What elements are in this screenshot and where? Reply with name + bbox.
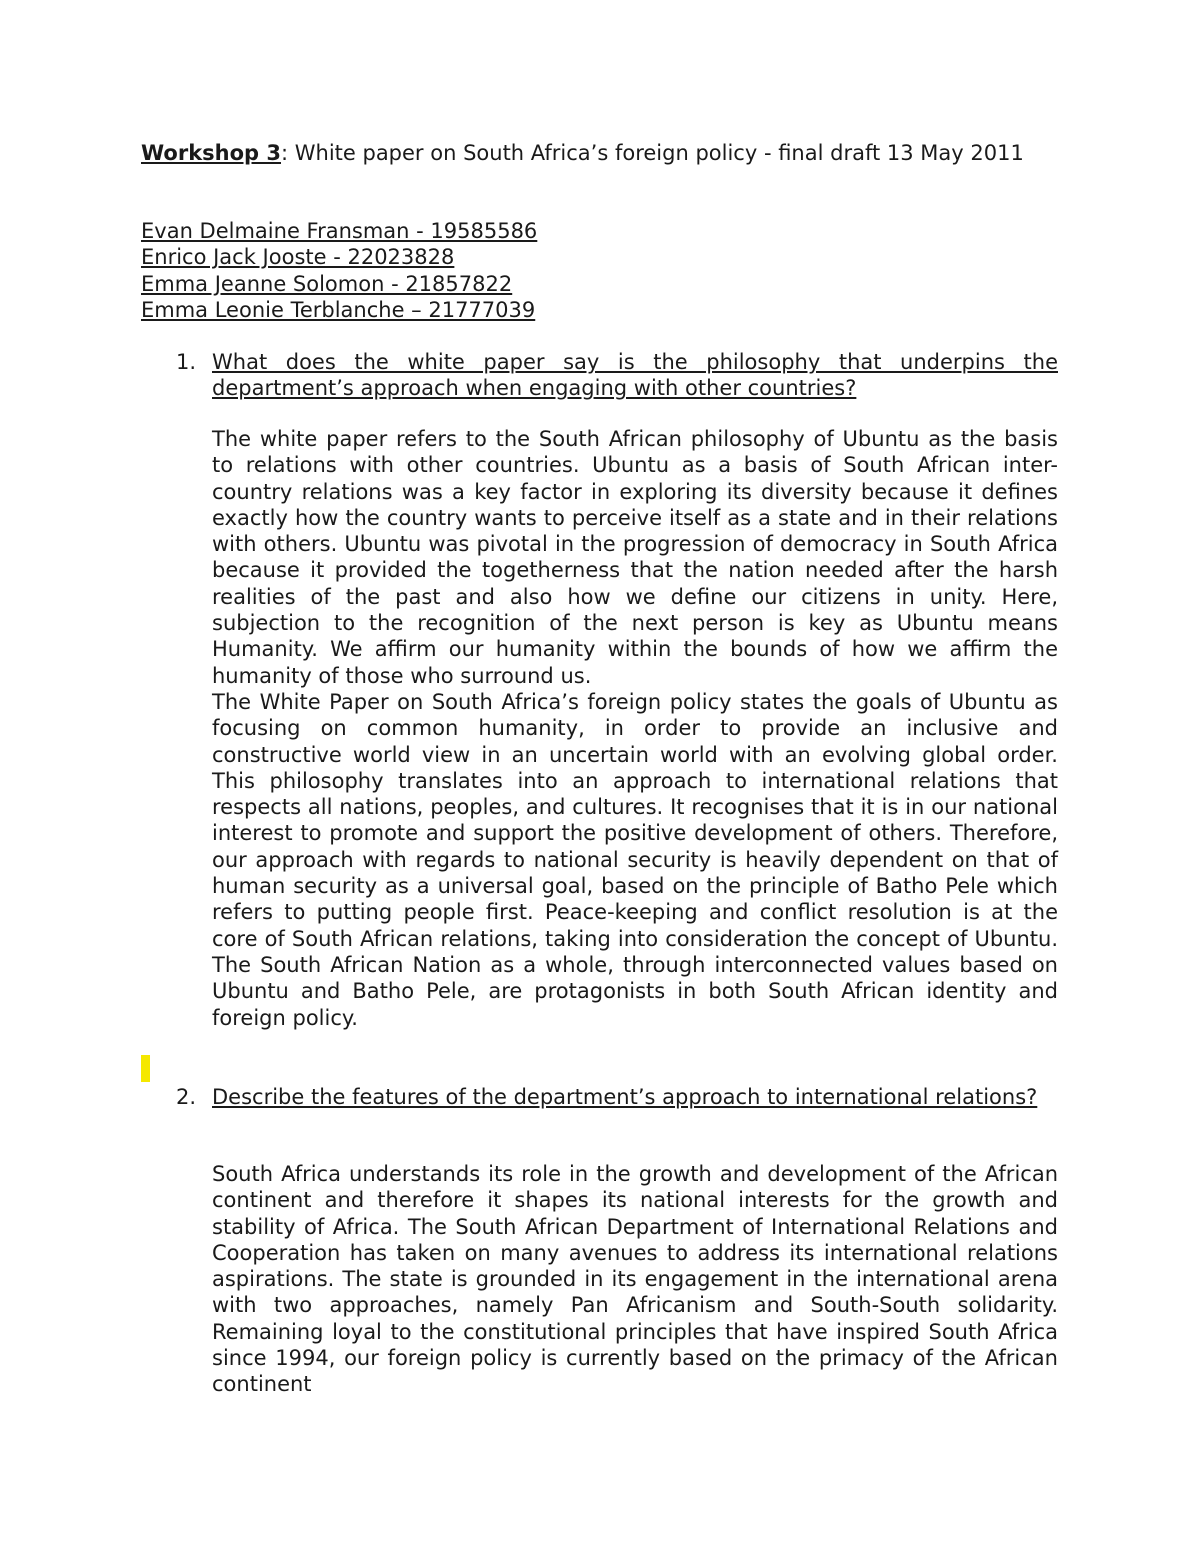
answer-2 xyxy=(212,1161,1058,1398)
highlight-marker xyxy=(141,1055,150,1082)
answer-1 xyxy=(212,426,1058,1031)
question-text: What does the white paper say is the philosophy that underpins the department’s approach when engaging with other countries? xyxy=(212,350,1058,401)
question-1 xyxy=(141,349,1058,402)
author-item: Emma Jeanne Solomon - 21857822 xyxy=(141,271,513,296)
author-item: Evan Delmaine Fransman - 19585586 xyxy=(141,219,538,243)
title-text: : White paper on South Africa’s foreign policy - final draft 13 May 2011 xyxy=(281,141,1024,165)
workshop-label: Workshop 3 xyxy=(141,141,281,165)
author-item: Enrico Jack Jooste - 22023828 xyxy=(141,245,455,270)
author-item: Emma Leonie Terblanche – 21777039 xyxy=(141,297,536,322)
author-list xyxy=(141,218,537,323)
question-text: Describe the features of the department’s approach to international relations? xyxy=(212,1085,1038,1109)
document-title xyxy=(141,140,1061,166)
question-2 xyxy=(141,1084,1058,1110)
question-number: 2. xyxy=(176,1085,197,1109)
question-number: 1. xyxy=(176,350,197,374)
answer-paragraph: The white paper refers to the South African philosophy of Ubuntu as the basis to relations with other countries. Ubuntu as a basis of South African inter-country relations was a key factor in exploring its diversity because it defines exactly how the country wants to perceive itself as a state and in their relations with others. Ubuntu was pivotal in the progression of democracy in South Africa because it provided the togetherness that the nation needed after the harsh realities of the past and also how we define our citizens in unity. Here, subjection to the recognition of the next person is key as Ubuntu means Humanity. We affirm our humanity within the bounds of how we affirm the humanity of those who surround us. xyxy=(212,427,1058,688)
answer-paragraph: The White Paper on South Africa’s foreign policy states the goals of Ubuntu as focusing on common humanity, in order to provide an inclusive and constructive world view in an uncertain world with an evolving global order. This philosophy translates into an approach to international relations that respects all nations, peoples, and cultures. It recognises that it is in our national interest to promote and support the positive development of others. Therefore, our approach with regards to national security is heavily dependent on that of human security as a universal goal, based on the principle of Batho Pele which refers to putting people first. Peace-keeping and conflict resolution is at the core of South African relations, taking into consideration the concept of Ubuntu. The South African Nation as a whole, through interconnected values based on Ubuntu and Batho Pele, are protagonists in both South African identity and foreign policy. xyxy=(212,689,1058,1030)
answer-paragraph: South Africa understands its role in the growth and development of the African continent and therefore it shapes its national interests for the growth and stability of Africa. The South African Department of International Relations and Cooperation has taken on many avenues to address its international relations aspirations. The state is grounded in its engagement in the international arena with two approaches, namely Pan Africanism and South-South solidarity. Remaining loyal to the constitutional principles that have inspired South Africa since 1994, our foreign policy is currently based on the primacy of the African continent xyxy=(212,1162,1058,1397)
